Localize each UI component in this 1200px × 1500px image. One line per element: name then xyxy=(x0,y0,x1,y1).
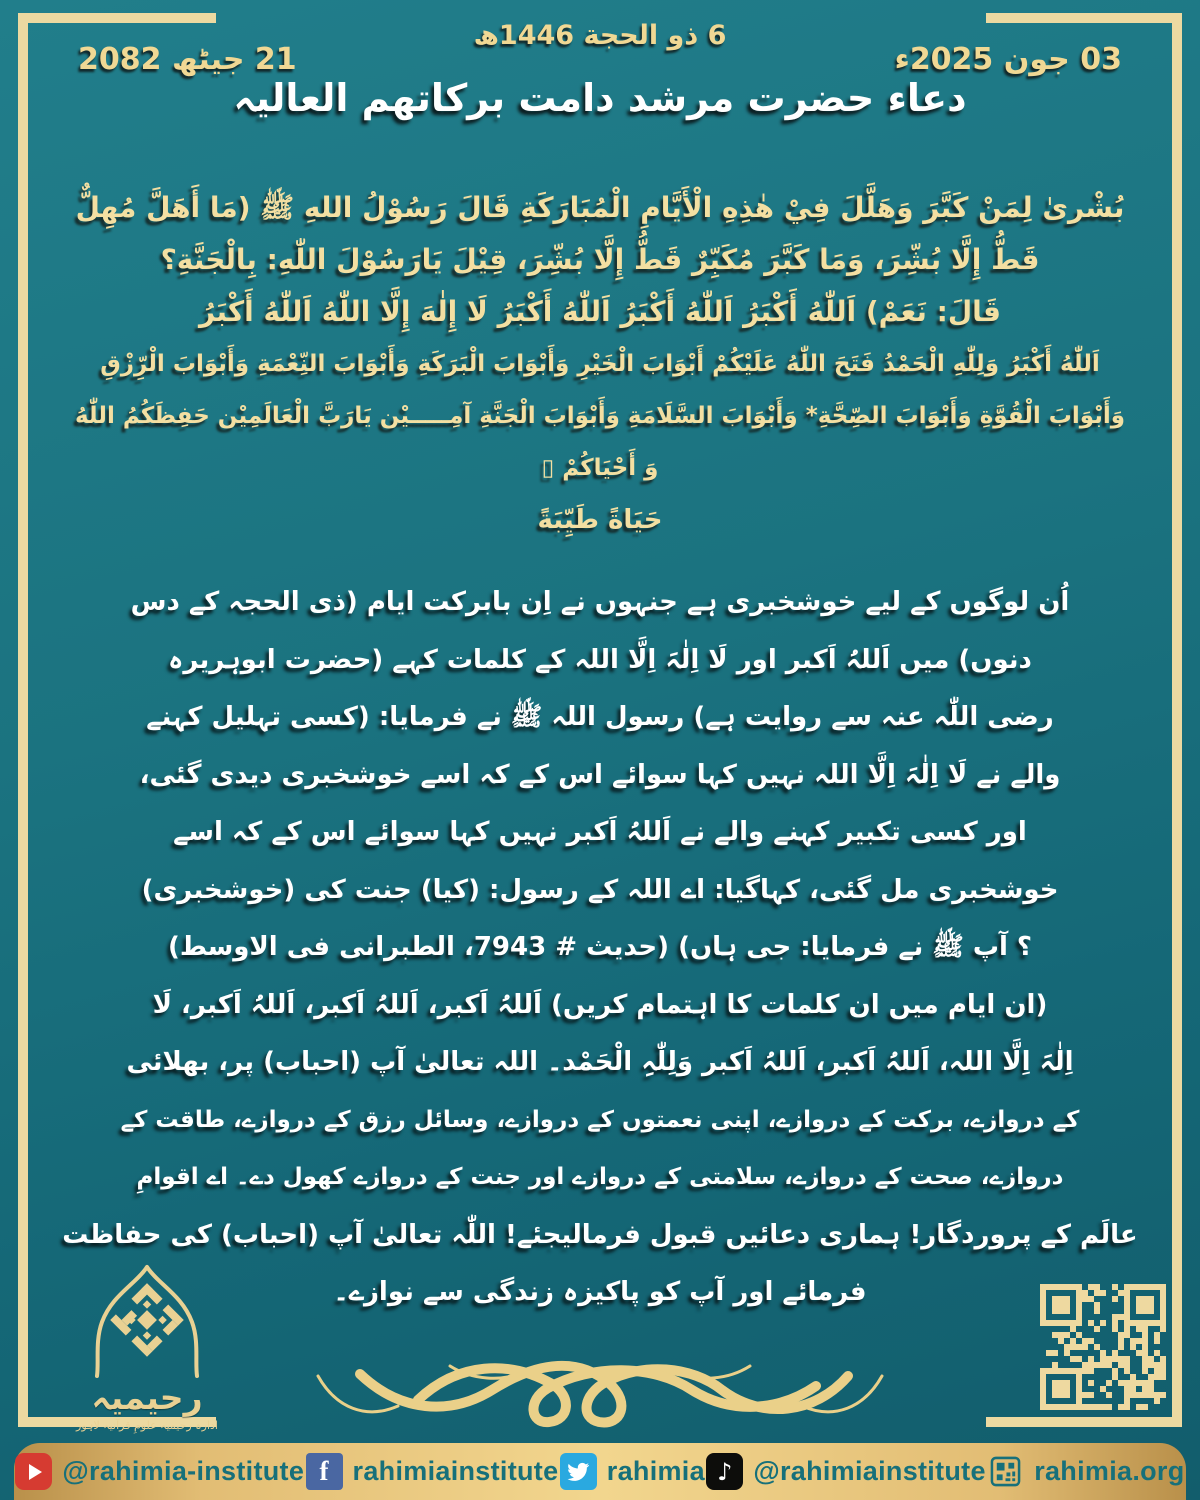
twitter-icon xyxy=(560,1453,597,1490)
social-item-rahimia[interactable] xyxy=(560,1453,705,1490)
social-label: @rahimia-institute xyxy=(62,1456,305,1486)
urdu-line: ؟ آپ ﷺ نے فرمایا: جی ہاں) (حدیث # 7943، الطبرانی فی الاوسط) xyxy=(167,932,1033,962)
social-label: rahimia.org xyxy=(1034,1456,1185,1486)
arabic-line: قَالَ: نَعَمْ) اَللّٰهُ أَكْبَرُ اَللّٰهُ أَكْبَرُ اَللّٰهُ أَكْبَرُ لَا إِلٰهَ إِلَّا اللّٰهُ اَللّٰهُ أَكْبَرُ xyxy=(198,295,1002,328)
urdu-line: اِلٰہَ اِلَّا اللہ، اَللہُ اَکبر، اَللہُ اَکبر وَلِلّٰہِ الْحَمْد۔ اللہ تعالیٰ آپ (احباب) پر، بھلائی xyxy=(126,1047,1074,1077)
qr-code xyxy=(1040,1284,1166,1410)
urdu-line: رضی اللّٰہ عنہ سے روایت ہے) رسول اللہ ﷺ نے فرمایا: (کسی تہلیل کہنے xyxy=(146,702,1054,732)
desi-calendar-date: 21 جیٹھ 2082 xyxy=(78,42,297,77)
urdu-line: کے دروازے، برکت کے دروازے، اپنی نعمتوں کے دروازے، وسائل رزق کے دروازے، طاقت کے xyxy=(120,1106,1080,1133)
urdu-translation-block xyxy=(55,574,1145,1322)
flourish-divider-icon xyxy=(300,1332,900,1444)
social-label: rahimiainstitute xyxy=(352,1456,559,1486)
logo-caption: ادارہ رحیمیہ علومِ قرآنیہ لاہور xyxy=(76,1419,218,1432)
urdu-line: فرمائے اور آپ کو پاکیزہ زندگی سے نوازے۔ xyxy=(333,1277,867,1307)
arabic-dua-block xyxy=(65,182,1135,546)
urdu-line: (ان ایام میں ان کلمات کا اہتمام کریں) اَللہُ اَکبر، اَللہُ اَکبر، اَللہُ اَکبر، لَا xyxy=(152,989,1048,1020)
social-label: @rahimiainstitute xyxy=(753,1456,986,1486)
social-footer-bar xyxy=(14,1443,1186,1500)
arabic-line: بُشْرىٰ لِمَنْ كَبَّرَ وَهَلَّلَ فِيْ هٰذِهِ الْأَيَّامِ الْمُبَارَكَةِ قَالَ رَسُوْلُ اللهِ ﷺ (مَا أَهَلَّ مُهِلٌّ xyxy=(75,191,1125,224)
urdu-line: دنوں) میں اَللہُ اَکبر اور لَا اِلٰہَ اِلَّا اللہ کے کلمات کہے (حضرت ابوہریرہ xyxy=(168,644,1032,675)
rahimia-logo xyxy=(42,1262,252,1432)
arabic-line: حَيَاةً طَيِّبَةً xyxy=(537,505,663,535)
frame-right xyxy=(1172,13,1182,1427)
urdu-line: عالَم کے پروردگار! ہماری دعائیں قبول فرمالیجئے! اللّٰہ تعالیٰ آپ (احباب) کی حفاظت xyxy=(62,1219,1138,1250)
arabic-line: اَللّٰهُ أَكْبَرُ وَلِلّٰهِ الْحَمْدُ فَتَحَ اللّٰهُ عَلَيْكُمْ أَبْوَابَ الْخَيْرِ وَأَبْوَابَ الْبَرَكَةِ وَأَبْوَابَ النِّعْمَةِ وَأَبْوَابَ الْرِّزْقِ xyxy=(100,351,1100,377)
hijri-date: 6 ذو الحجة 1446ھ xyxy=(473,20,727,51)
arabic-line: قَطُّ إِلَّا بُشِّرَ، وَمَا كَبَّرَ مُكَبِّرٌ قَطُّ إِلَّا بُشِّرَ، قِيْلَ يَارَسُوْلَ اللّٰهِ: بِالْجَنَّةِ؟ xyxy=(160,243,1040,276)
logo-wordmark: رحیمیہ xyxy=(91,1378,203,1417)
urdu-line: دروازے، صحت کے دروازے، سلامتی کے دروازے اور جنت کے دروازے کھول دے۔ اے اقوامِ xyxy=(136,1164,1064,1190)
page-title: دعاء حضرت مرشد دامت برکاتهم العالیہ xyxy=(233,76,967,120)
facebook-icon: f xyxy=(306,1453,343,1490)
urdu-line: اور کسی تکبیر کہنے والے نے اَللہُ اَکبر نہیں کہا سوائے اس کے کہ اسے xyxy=(173,817,1027,847)
social-item-rahimia-institute[interactable] xyxy=(15,1453,304,1490)
urdu-line: والے نے لَا اِلٰہَ اِلَّا اللہ نہیں کہا سوائے اس کے کہ اسے خوشخبری دیدی گئی، xyxy=(139,759,1061,790)
social-item-rahimiaorg[interactable] xyxy=(987,1453,1184,1490)
social-label: rahimia xyxy=(606,1456,705,1486)
arabic-line: وَأَبْوَابَ الْقُوَّةِ وَأَبْوَابَ الصِّحَّةِ* وَأَبْوَابَ السَّلَامَةِ وَأَبْوَابَ الْجَنَّةِ آمِـــــيْن يَارَبَّ الْعَالَمِيْن حَفِظَكُمُ اللّٰهُ وَ أَحْيَاكُمْ ▯ xyxy=(74,403,1126,481)
social-item-rahimiainstitute[interactable] xyxy=(706,1453,985,1490)
website-icon xyxy=(987,1453,1024,1490)
youtube-icon xyxy=(15,1453,52,1490)
urdu-line: اُن لوگوں کے لیے خوشخبری ہے جنہوں نے اِن بابرکت ایام (ذی الحجہ کے دس xyxy=(130,587,1070,617)
gregorian-date: 03 جون 2025ء xyxy=(894,42,1122,77)
frame-left xyxy=(18,13,28,1427)
urdu-line: خوشخبری مل گئی، کہاگیا: اے اللہ کے رسول: (کیا) جنت کی (خوشخبری) xyxy=(141,874,1059,905)
social-item-rahimiainstitute[interactable] xyxy=(306,1453,559,1490)
tiktok-icon: ♪ xyxy=(706,1453,743,1490)
frame-bottom-right xyxy=(986,1417,1182,1427)
mosque-arch-icon xyxy=(62,1262,232,1380)
